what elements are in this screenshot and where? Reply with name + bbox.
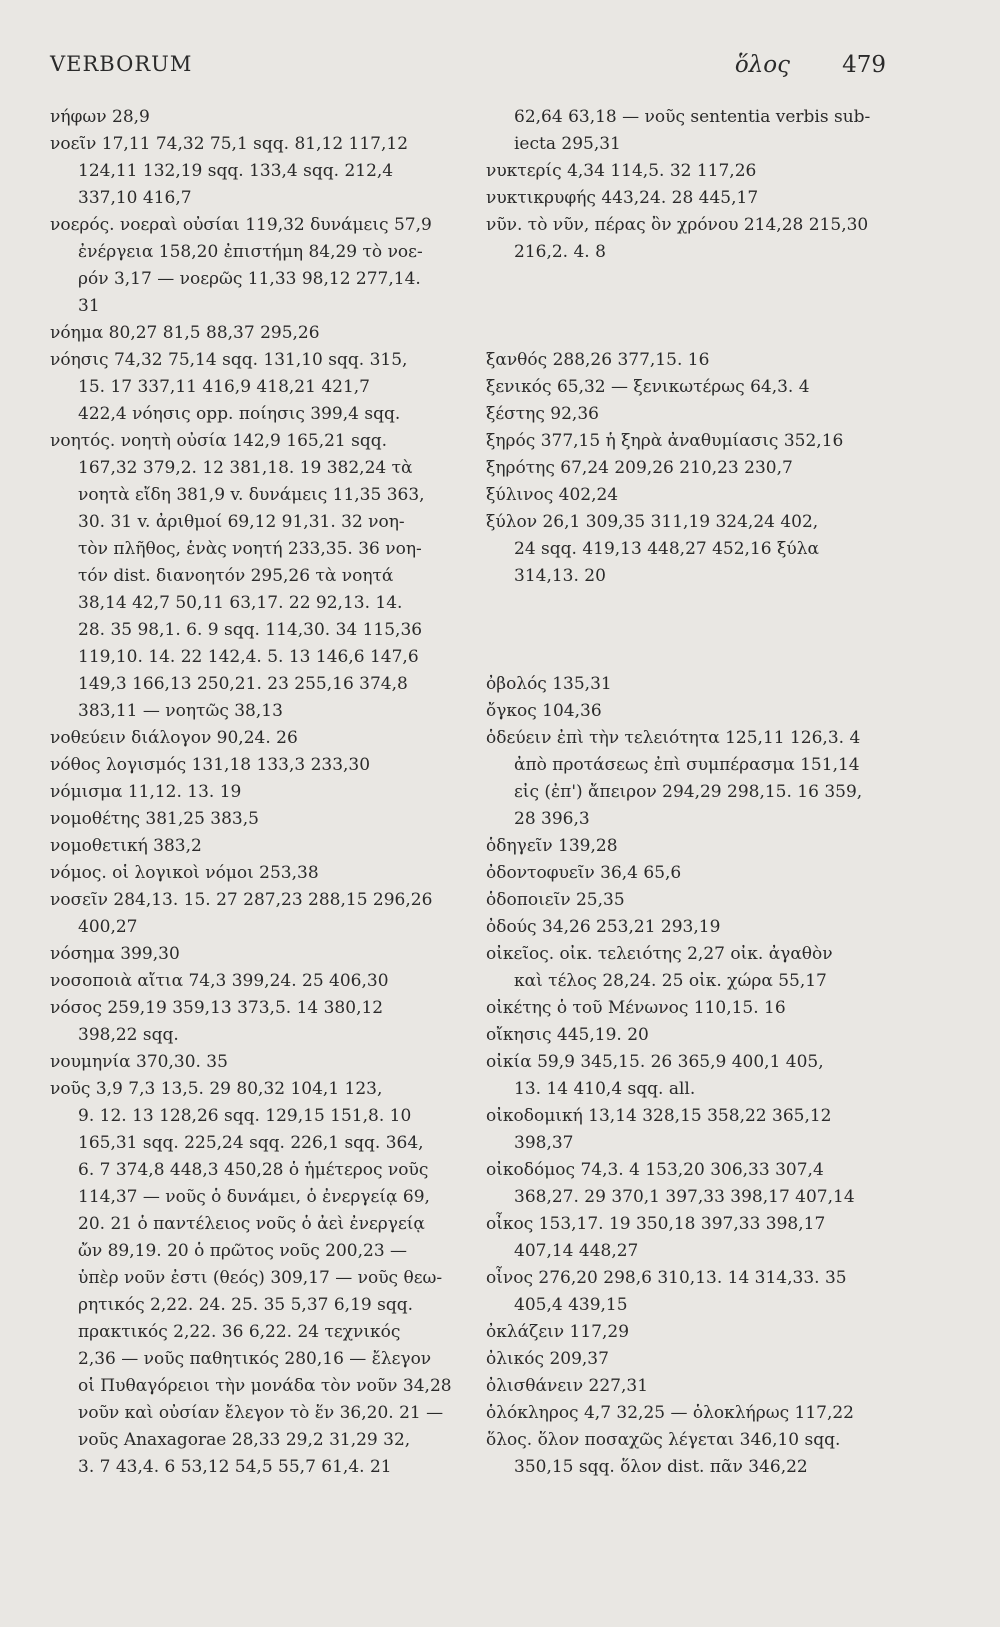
entry-continuation: 383,11 — νοητῶς 38,13	[78, 701, 283, 721]
entry-headline: οἶκος 153,17. 19 350,18 397,33 398,17	[486, 1214, 826, 1234]
index-entry	[50, 104, 480, 131]
index-entry	[486, 104, 916, 158]
entry-headline: οἴκησις 445,19. 20	[486, 1025, 649, 1045]
entry-headline: ὁδοποιεῖν 25,35	[486, 890, 625, 910]
entry-headline: οἰκοδομική 13,14 328,15 358,22 365,12	[486, 1106, 832, 1126]
index-entry	[486, 833, 916, 860]
entry-continuation: 165,31 sqq. 225,24 sqq. 226,1 sqq. 364,	[78, 1133, 424, 1153]
entry-continuation: ρητικός 2,22. 24. 25. 35 5,37 6,19 sqq.	[78, 1295, 414, 1315]
entry-continuation: ἐνέργεια 158,20 ἐπιστήμη 84,29 τὸ νοε-	[78, 242, 423, 262]
entry-continuation: 216,2. 4. 8	[514, 242, 606, 262]
index-entry	[50, 320, 480, 347]
entry-headline: νόθος λογισμός 131,18 133,3 233,30	[50, 755, 371, 775]
entry-headline: νυκτερίς 4,34 114,5. 32 117,26	[486, 161, 757, 181]
entry-continuation: 6. 7 374,8 448,3 450,28 ὁ ἡμέτερος νοῦς	[78, 1160, 429, 1180]
entry-continuation: ὑπὲρ νοῦν ἐστι (θεός) 309,17 — νοῦς θεω-	[78, 1268, 443, 1288]
entry-headline: ὄγκος 104,36	[486, 701, 602, 721]
entry-headline: νόσος 259,19 359,13 373,5. 14 380,12	[50, 998, 384, 1018]
left-column	[50, 104, 480, 1481]
entry-headline: ξηρός 377,15 ἡ ξηρὰ ἀναθυμίασις 352,16	[486, 431, 844, 451]
index-entry	[486, 185, 916, 212]
entry-headline: νήφων 28,9	[50, 107, 150, 127]
entry-continuation: 114,37 — νοῦς ὁ δυνάμει, ὁ ἐνεργείᾳ 69,	[78, 1187, 430, 1207]
entry-headline: ὅλος. ὅλον ποσαχῶς λέγεται 346,10 sqq.	[486, 1430, 841, 1450]
index-entry	[486, 1022, 916, 1049]
entry-headline: ὁδεύειν ἐπὶ τὴν τελειότητα 125,11 126,3. 4	[486, 728, 861, 748]
entry-continuation: 314,13. 20	[514, 566, 606, 586]
entry-headline: νοερός. νοεραὶ οὐσίαι 119,32 δυνάμεις 57,9	[50, 215, 432, 235]
entry-headline: ξηρότης 67,24 209,26 210,23 230,7	[486, 458, 793, 478]
index-entry	[50, 806, 480, 833]
index-entry	[50, 1076, 480, 1481]
index-entry	[486, 1049, 916, 1103]
entry-headline: νυκτικρυφής 443,24. 28 445,17	[486, 188, 759, 208]
index-entry	[486, 401, 916, 428]
entry-continuation: 368,27. 29 370,1 397,33 398,17 407,14	[514, 1187, 855, 1207]
entry-headline: νοῦς 3,9 7,3 13,5. 29 80,32 104,1 123,	[50, 1079, 383, 1099]
entry-continuation: 9. 12. 13 128,26 sqq. 129,15 151,8. 10	[78, 1106, 412, 1126]
entry-continuation: καὶ τέλος 28,24. 25 οἰκ. χώρα 55,17	[514, 971, 827, 991]
running-head-word: ὅλος	[734, 52, 790, 78]
entry-headline: ξενικός 65,32 — ξενικωτέρως 64,3. 4	[486, 377, 810, 397]
entry-headline: νόημα 80,27 81,5 88,37 295,26	[50, 323, 320, 343]
entry-headline: νοσεῖν 284,13. 15. 27 287,23 288,15 296,26	[50, 890, 433, 910]
index-entry	[486, 1103, 916, 1157]
index-entry	[486, 1427, 916, 1481]
index-entry	[50, 995, 480, 1049]
index-entry	[50, 779, 480, 806]
entry-continuation: iecta 295,31	[514, 134, 621, 154]
entry-headline: ξύλον 26,1 309,35 311,19 324,24 402,	[486, 512, 819, 532]
index-entry	[486, 482, 916, 509]
entry-headline: νουμηνία 370,30. 35	[50, 1052, 228, 1072]
entry-headline: νοθεύειν διάλογον 90,24. 26	[50, 728, 298, 748]
index-entry	[486, 671, 916, 698]
entry-headline: νομοθετική 383,2	[50, 836, 202, 856]
entry-headline: ὀλισθάνειν 227,31	[486, 1376, 649, 1396]
entry-headline: νοητός. νοητὴ οὐσία 142,9 165,21 sqq.	[50, 431, 388, 451]
index-entry	[486, 509, 916, 590]
entry-headline: νῦν. τὸ νῦν, πέρας ὂν χρόνου 214,28 215,30	[486, 215, 869, 235]
entry-continuation: εἰς (ἐπ') ἄπειρον 294,29 298,15. 16 359,	[514, 782, 863, 802]
index-entry	[486, 914, 916, 941]
entry-headline: νόησις 74,32 75,14 sqq. 131,10 sqq. 315,	[50, 350, 408, 370]
entry-continuation: ὤν 89,19. 20 ὁ πρῶτος νοῦς 200,23 —	[78, 1241, 408, 1261]
entry-headline: νόσημα 399,30	[50, 944, 180, 964]
index-entry	[50, 860, 480, 887]
index-entry	[486, 860, 916, 887]
index-entry	[50, 428, 480, 725]
section-gap	[486, 590, 916, 671]
entry-continuation: 405,4 439,15	[514, 1295, 628, 1315]
entry-headline: ὀλικός 209,37	[486, 1349, 609, 1369]
entry-headline: ξέστης 92,36	[486, 404, 599, 424]
entry-headline: 62,64 63,18 — νοῦς sententia verbis sub-	[514, 107, 871, 127]
entry-continuation: πρακτικός 2,22. 36 6,22. 24 τεχνικός	[78, 1322, 401, 1342]
index-entry	[486, 941, 916, 995]
entry-headline: ὀδοντοφυεῖν 36,4 65,6	[486, 863, 682, 883]
entry-continuation: 400,27	[78, 917, 138, 937]
entry-headline: νομοθέτης 381,25 383,5	[50, 809, 259, 829]
index-entry	[486, 995, 916, 1022]
entry-continuation: 407,14 448,27	[514, 1241, 639, 1261]
entry-continuation: 28 396,3	[514, 809, 590, 829]
entry-headline: ὁδηγεῖν 139,28	[486, 836, 618, 856]
entry-headline: νοεῖν 17,11 74,32 75,1 sqq. 81,12 117,12	[50, 134, 409, 154]
entry-headline: οἰκοδόμος 74,3. 4 153,20 306,33 307,4	[486, 1160, 824, 1180]
index-entry	[486, 1400, 916, 1427]
index-entry	[486, 1265, 916, 1319]
index-entry	[486, 1346, 916, 1373]
entry-continuation: 2,36 — νοῦς παθητικός 280,16 — ἔλεγον	[78, 1349, 432, 1369]
entry-continuation: 350,15 sqq. ὅλον dist. πᾶν 346,22	[514, 1457, 808, 1477]
index-entry	[50, 131, 480, 212]
entry-continuation: 31	[78, 296, 100, 316]
entry-headline: ξύλινος 402,24	[486, 485, 619, 505]
entry-headline: ὁλόκληρος 4,7 32,25 — ὁλοκλήρως 117,22	[486, 1403, 854, 1423]
entry-headline: ὀκλάζειν 117,29	[486, 1322, 630, 1342]
entry-continuation: τόν dist. διανοητόν 295,26 τὰ νοητά	[78, 566, 394, 586]
entry-continuation: 149,3 166,13 250,21. 23 255,16 374,8	[78, 674, 408, 694]
entry-headline: οἰκεῖος. οἰκ. τελειότης 2,27 οἰκ. ἀγαθὸν	[486, 944, 833, 964]
entry-headline: ξανθός 288,26 377,15. 16	[486, 350, 710, 370]
index-entry	[486, 158, 916, 185]
entry-headline: οἰκέτης ὁ τοῦ Μένωνος 110,15. 16	[486, 998, 786, 1018]
index-entry	[486, 212, 916, 266]
entry-continuation: 167,32 379,2. 12 381,18. 19 382,24 τὰ	[78, 458, 413, 478]
entry-continuation: 337,10 416,7	[78, 188, 192, 208]
index-entry	[486, 887, 916, 914]
entry-headline: οἰκία 59,9 345,15. 26 365,9 400,1 405,	[486, 1052, 824, 1072]
index-entry	[50, 212, 480, 320]
index-entry	[486, 455, 916, 482]
entry-headline: ὀδούς 34,26 253,21 293,19	[486, 917, 721, 937]
index-entry	[486, 347, 916, 374]
page-number: 479	[842, 52, 886, 78]
index-entry	[486, 428, 916, 455]
index-entry	[486, 1373, 916, 1400]
index-entry	[50, 752, 480, 779]
entry-continuation: ἀπὸ προτάσεως ἐπὶ συμπέρασμα 151,14	[514, 755, 860, 775]
entry-continuation: νοητὰ εἴδη 381,9 v. δυνάμεις 11,35 363,	[78, 485, 425, 505]
entry-continuation: νοῦς Anaxagorae 28,33 29,2 31,29 32,	[78, 1430, 411, 1450]
entry-continuation: 30. 31 v. ἀριθμοί 69,12 91,31. 32 νοη-	[78, 512, 405, 532]
entry-headline: νόμισμα 11,12. 13. 19	[50, 782, 242, 802]
entry-continuation: 15. 17 337,11 416,9 418,21 421,7	[78, 377, 370, 397]
entry-continuation: ρόν 3,17 — νοερῶς 11,33 98,12 277,14.	[78, 269, 421, 289]
entry-headline: ὀβολός 135,31	[486, 674, 612, 694]
entry-continuation: 398,22 sqq.	[78, 1025, 179, 1045]
entry-continuation: οἱ Πυθαγόρειοι τὴν μονάδα τὸν νοῦν 34,28	[78, 1376, 452, 1396]
entry-continuation: τὸν πλῆθος, ἑνὰς νοητή 233,35. 36 νοη-	[78, 539, 422, 559]
right-column	[486, 104, 916, 1481]
entry-continuation: 3. 7 43,4. 6 53,12 54,5 55,7 61,4. 21	[78, 1457, 392, 1477]
entry-headline: οἶνος 276,20 298,6 310,13. 14 314,33. 35	[486, 1268, 847, 1288]
entry-continuation: 13. 14 410,4 sqq. all.	[514, 1079, 696, 1099]
index-entry	[486, 1319, 916, 1346]
index-entry	[486, 725, 916, 833]
entry-continuation: 124,11 132,19 sqq. 133,4 sqq. 212,4	[78, 161, 394, 181]
index-entry	[50, 347, 480, 428]
index-entry	[50, 1049, 480, 1076]
index-entry	[50, 725, 480, 752]
entry-headline: νόμος. οἱ λογικοὶ νόμοι 253,38	[50, 863, 319, 883]
entry-continuation: νοῦν καὶ οὐσίαν ἔλεγον τὸ ἕν 36,20. 21 —	[78, 1403, 444, 1423]
index-entry	[50, 833, 480, 860]
entry-headline: νοσοποιὰ αἴτια 74,3 399,24. 25 406,30	[50, 971, 389, 991]
index-entry	[486, 1157, 916, 1211]
entry-continuation: 24 sqq. 419,13 448,27 452,16 ξύλα	[514, 539, 819, 559]
index-entry	[50, 887, 480, 941]
index-entry	[486, 1211, 916, 1265]
section-gap	[486, 266, 916, 347]
index-entry	[486, 374, 916, 401]
entry-continuation: 28. 35 98,1. 6. 9 sqq. 114,30. 34 115,36	[78, 620, 423, 640]
index-entry	[486, 698, 916, 725]
index-entry	[50, 968, 480, 995]
entry-continuation: 422,4 νόησις opp. ποίησις 399,4 sqq.	[78, 404, 401, 424]
running-head-title: VERBORUM	[50, 52, 193, 76]
index-entry	[50, 941, 480, 968]
running-header	[50, 52, 886, 92]
entry-continuation: 38,14 42,7 50,11 63,17. 22 92,13. 14.	[78, 593, 403, 613]
entry-continuation: 119,10. 14. 22 142,4. 5. 13 146,6 147,6	[78, 647, 419, 667]
entry-continuation: 398,37	[514, 1133, 574, 1153]
entry-continuation: 20. 21 ὁ παντέλειος νοῦς ὁ ἀεὶ ἐνεργείᾳ	[78, 1214, 425, 1234]
